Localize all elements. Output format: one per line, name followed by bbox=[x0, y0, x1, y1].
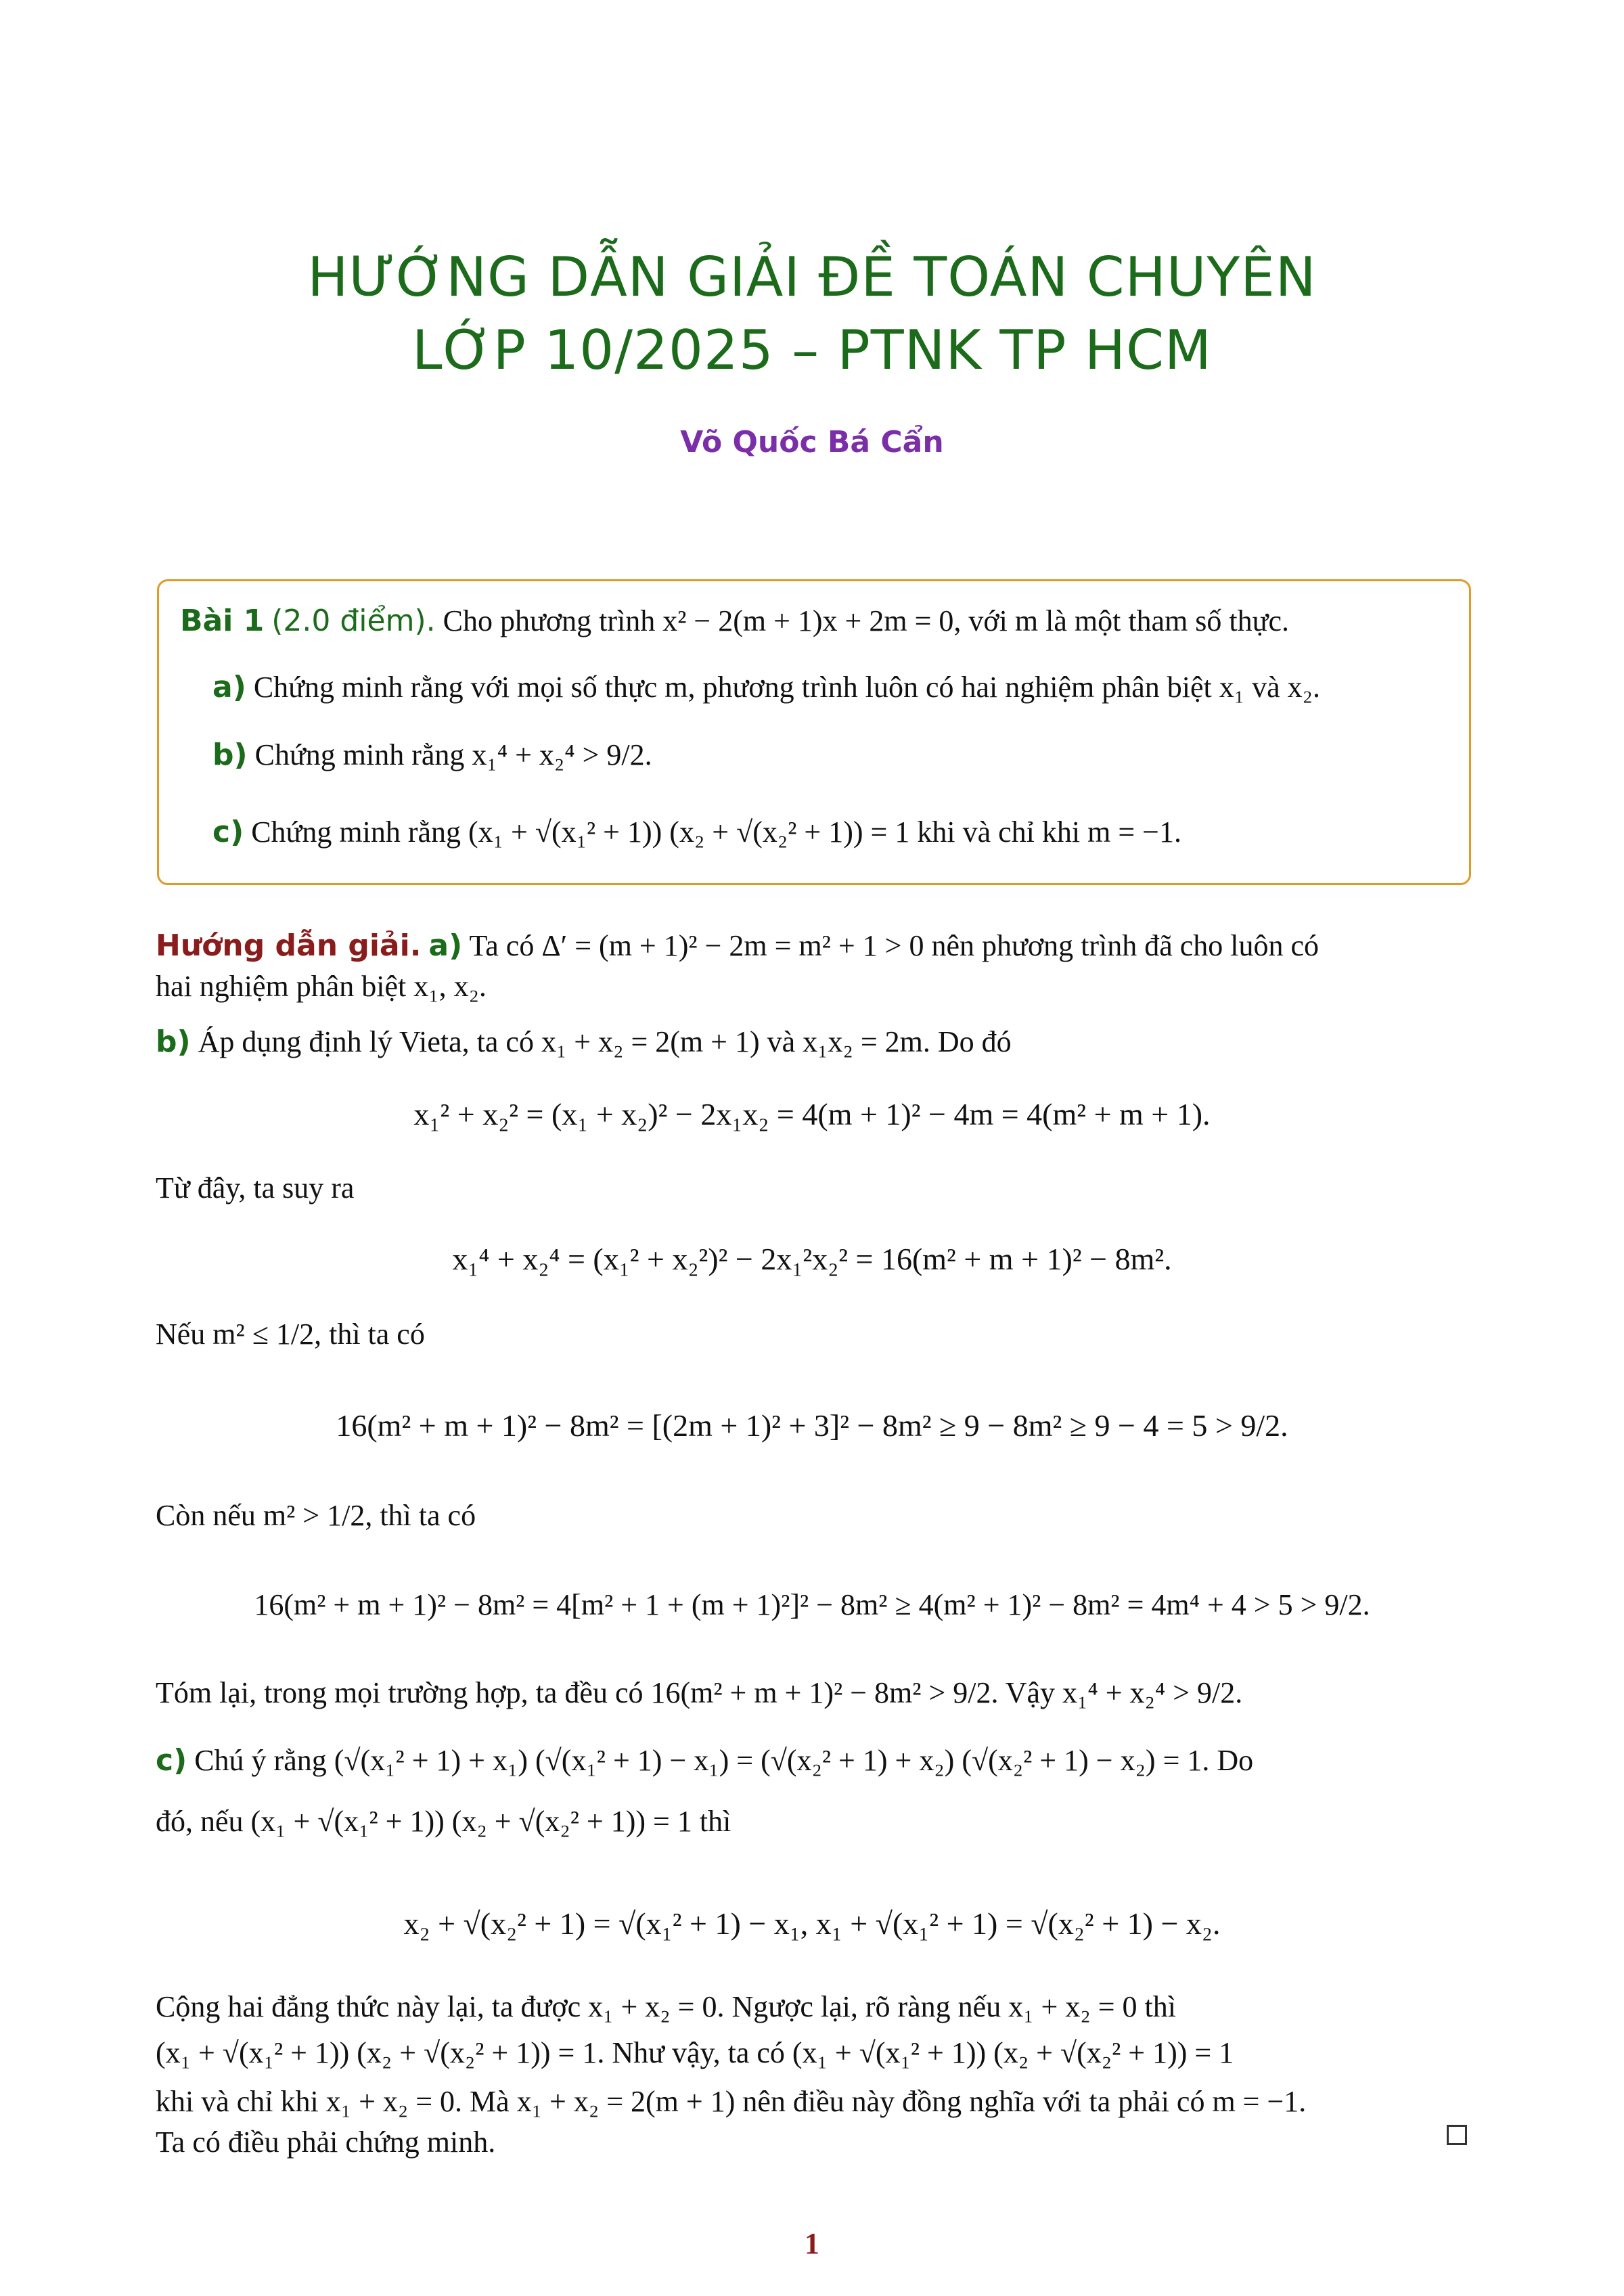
final-line1: Cộng hai đẳng thức này lại, ta được x₁ + x₂ = 0. Ngược lại, rõ ràng nếu x₁ + x₂ = 0 thì bbox=[156, 1990, 1176, 2023]
solution-part-a-line1 bbox=[156, 928, 1475, 963]
problem-part-b bbox=[212, 738, 1532, 772]
text-con-neu: Còn nếu m² > 1/2, thì ta có bbox=[156, 1499, 476, 1532]
part-b-text: Chứng minh rằng x₁⁴ + x₂⁴ > 9/2. bbox=[254, 738, 652, 771]
solution-heading: Hướng dẫn giải. bbox=[156, 928, 422, 963]
solution-part-b-label: b) bbox=[156, 1025, 191, 1059]
part-c-label: c) bbox=[212, 815, 244, 849]
final-line3: khi và chỉ khi x₁ + x₂ = 0. Mà x₁ + x₂ = 2(m + 1) nên điều này đồng nghĩa với ta phải có m = −1. bbox=[156, 2085, 1307, 2118]
final-line4: Ta có điều phải chứng minh. bbox=[156, 2125, 496, 2159]
solution-part-b-line1 bbox=[156, 1025, 1475, 1059]
solution-part-a-line2: hai nghiệm phân biệt x₁, x₂. bbox=[156, 970, 487, 1003]
problem-part-c bbox=[212, 815, 1532, 849]
solution-part-c-text: Chú ý rằng (√(x₁² + 1) + x₁) (√(x₁² + 1) − x₁) = (√(x₂² + 1) + x₂) (√(x₂² + 1) − x₂) = 1. Do bbox=[194, 1744, 1254, 1777]
solution-part-c-line2: đó, nếu (x₁ + √(x₁² + 1)) (x₂ + √(x₂² + 1)) = 1 thì bbox=[156, 1805, 731, 1838]
solution-part-a-label: a) bbox=[428, 928, 463, 963]
problem-statement bbox=[180, 604, 1499, 638]
solution-part-a-text: Ta có Δ′ = (m + 1)² − 2m = m² + 1 > 0 nên phương trình đã cho luôn có bbox=[469, 929, 1320, 962]
part-a-label: a) bbox=[212, 670, 246, 704]
equation-3: 16(m² + m + 1)² − 8m² = [(2m + 1)² + 3]² − 8m² ≥ 9 − 8m² ≥ 9 − 4 = 5 > 9/2. bbox=[336, 1408, 1288, 1443]
author-name: Võ Quốc Bá Cẩn bbox=[680, 425, 944, 459]
page-title-line2: LỚP 10/2025 – PTNK TP HCM bbox=[412, 319, 1212, 382]
text-tu-day: Từ đây, ta suy ra bbox=[156, 1171, 355, 1205]
solution-part-c-line1 bbox=[156, 1743, 1475, 1778]
page-title-line1: HƯỚNG DẪN GIẢI ĐỀ TOÁN CHUYÊN bbox=[307, 246, 1317, 309]
equation-5: x₂ + √(x₂² + 1) = √(x₁² + 1) − x₁, x₁ + √(x₁² + 1) = √(x₂² + 1) − x₂. bbox=[403, 1906, 1221, 1941]
part-b-label: b) bbox=[212, 738, 248, 772]
page-number: 1 bbox=[805, 2227, 819, 2260]
problem-text: Cho phương trình x² − 2(m + 1)x + 2m = 0, với m là một tham số thực. bbox=[443, 604, 1290, 637]
problem-part-a bbox=[212, 670, 1532, 704]
text-tom-lai: Tóm lại, trong mọi trường hợp, ta đều có 16(m² + m + 1)² − 8m² > 9/2. Vậy x₁⁴ + x₂⁴ > 9/2. bbox=[156, 1676, 1243, 1709]
text-neu: Nếu m² ≤ 1/2, thì ta có bbox=[156, 1318, 425, 1351]
part-c-text: Chứng minh rằng (x₁ + √(x₁² + 1)) (x₂ + √(x₂² + 1)) = 1 khi và chỉ khi m = −1. bbox=[251, 815, 1181, 849]
qed-square-icon bbox=[1447, 2125, 1467, 2145]
solution-part-c-label: c) bbox=[156, 1743, 187, 1778]
solution-part-b-text: Áp dụng định lý Vieta, ta có x₁ + x₂ = 2(m + 1) và x₁x₂ = 2m. Do đó bbox=[198, 1025, 1012, 1058]
problem-label: Bài 1 bbox=[180, 604, 265, 638]
equation-2: x₁⁴ + x₂⁴ = (x₁² + x₂²)² − 2x₁²x₂² = 16(m² + m + 1)² − 8m². bbox=[452, 1242, 1172, 1276]
problem-points: (2.0 điểm). bbox=[271, 604, 436, 638]
final-line2: (x₁ + √(x₁² + 1)) (x₂ + √(x₂² + 1)) = 1. Như vậy, ta có (x₁ + √(x₁² + 1)) (x₂ + √(x₂² + 1)) = 1 bbox=[156, 2036, 1234, 2069]
equation-4: 16(m² + m + 1)² − 8m² = 4[m² + 1 + (m + 1)²]² − 8m² ≥ 4(m² + 1)² − 8m² = 4m⁴ + 4 > 5 > 9/2. bbox=[254, 1588, 1370, 1621]
part-a-text: Chứng minh rằng với mọi số thực m, phương trình luôn có hai nghiệm phân biệt x₁ và x₂. bbox=[253, 671, 1320, 704]
equation-1: x₁² + x₂² = (x₁ + x₂)² − 2x₁x₂ = 4(m + 1)² − 4m = 4(m² + m + 1). bbox=[413, 1097, 1211, 1131]
